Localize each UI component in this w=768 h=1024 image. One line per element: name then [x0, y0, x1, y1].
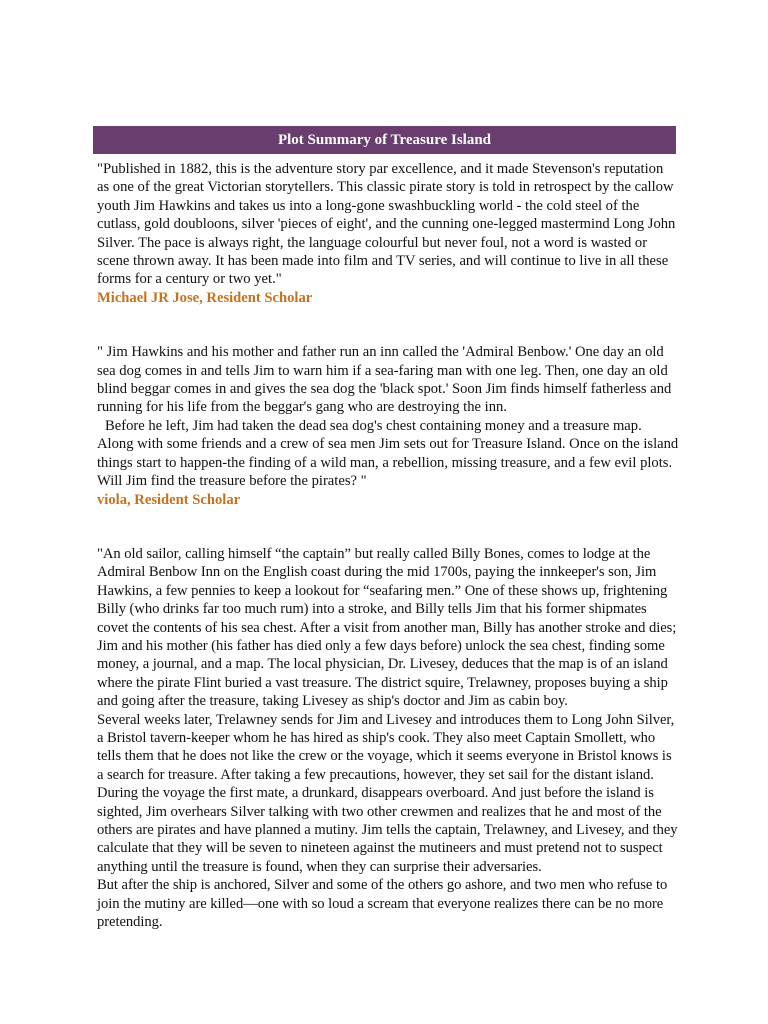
plot-paragraph: But after the ship is anchored, Silver and some of the others go ashore, and two men who refuse to join the mutiny are killed—one with so loud a scream that everyone realizes there can be no more pretending. [97, 877, 668, 931]
summary-paragraph: Before he left, Jim had taken the dead sea dog's chest containing money and a treasure map. Along with some friends and a crew of sea men Jim sets out for Treasure Island. Once on the island things start to happen-the finding of a wild man, a rebellion, missing treasure, and a few evil plots. Will Jim find the treasure before the pirates? " [97, 417, 679, 490]
section-stevenson-review [97, 160, 679, 307]
plot-paragraph: Several weeks later, Trelawney sends for Jim and Livesey and introduces them to Long John Silver, a Bristol tavern-keeper whom he has hired as ship's cook. They also meet Captain Smollett, who tells them that he does not like the crew or the voyage, which it seems everyone in Bristol knows is a search for treasure. After taking a few precautions, however, they set sail for the distant island. During the voyage the first mate, a drunkard, disappears overboard. And just before the island is sighted, Jim overhears Silver talking with two other crewmen and realizes that he and most of the others are pirates and have planned a mutiny. Jim tells the captain, Trelawney, and Livesey, and they calculate that they will be seven to nineteen against the mutineers and must pretend not to suspect anything until the treasure is found, when they can surprise their adversaries. [97, 711, 678, 875]
plot-paragraph: "An old sailor, calling himself “the captain” but really called Billy Bones, comes to lodge at the Admiral Benbow Inn on the English coast during the mid 1700s, paying the innkeeper's son, Jim Hawkins, a few pennies to keep a lookout for “seafaring men.” One of these shows up, frightening Billy (who drinks far too much rum) into a stroke, and Billy tells Jim that his former shipmates covet the contents of his sea chest. After a visit from another man, Billy has another stroke and dies; Jim and his mother (his father has died only a few days before) unlock the sea chest, finding some money, a journal, and a map. The local physician, Dr. Livesey, deduces that the map is of an island where the pirate Flint buried a vast treasure. The district squire, Trelawney, proposes buying a ship and going after the treasure, taking Livesey as ship's doctor and Jim as cabin boy. [97, 545, 677, 710]
summary-paragraph: " Jim Hawkins and his mother and father run an inn called the 'Admiral Benbow.' One day an old sea dog comes in and tells Jim to warn him if a sea-faring man with one leg. Then, one day an old blind beggar comes in and gives the sea dog the 'black spot.' Soon Jim finds himself fatherless and running for his life from the beggar's gang who are destroying the inn. [97, 344, 672, 416]
review-paragraph: "Published in 1882, this is the adventure story par excellence, and it made Stevenson's reputation as one of the great Victorian storytellers. This classic pirate story is told in retrospect by the callow youth Jim Hawkins and takes us into a long-gone swashbuckling world - the cold steel of the cutlass, gold doubloons, silver 'pieces of eight', and the cunning one-legged mastermind Long John Silver. The pace is always right, the language colourful but never foul, not a word is wasted or scene thrown away. It has been made into film and TV series, and will continue to live in all these forms for a century or two yet." [97, 161, 676, 288]
section-spacer [97, 509, 679, 545]
summary-author: viola, Resident Scholar [97, 491, 241, 508]
section-full-plot [97, 545, 679, 932]
review-author: Michael JR Jose, Resident Scholar [97, 289, 313, 306]
section-viola-summary [97, 343, 679, 509]
section-spacer [97, 307, 679, 343]
document-body [97, 160, 679, 931]
document-title: Plot Summary of Treasure Island [93, 126, 676, 154]
